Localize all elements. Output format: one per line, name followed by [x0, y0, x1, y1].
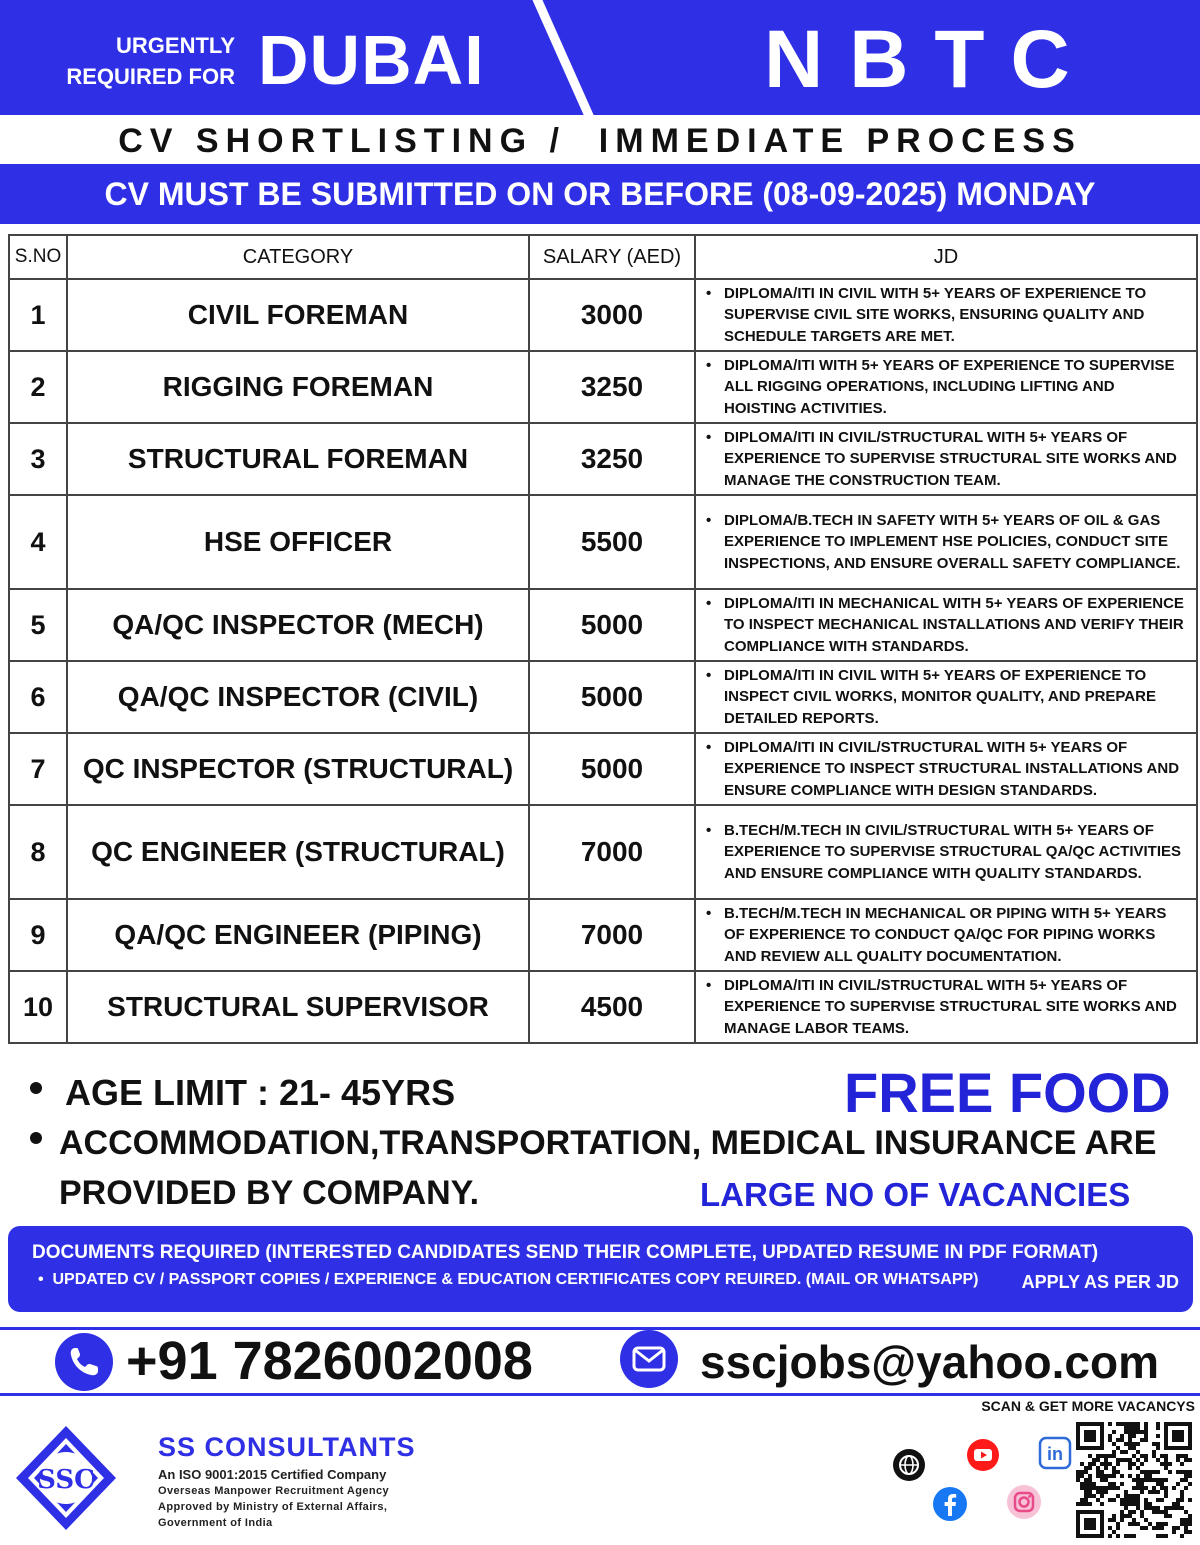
urgently-line2: REQUIRED FOR: [66, 64, 235, 89]
header-divider: [528, 0, 600, 130]
facebook-icon[interactable]: [932, 1486, 966, 1520]
row-category: STRUCTURAL FOREMAN: [67, 423, 529, 495]
row-jd: [695, 899, 1197, 971]
jd-text: • DIPLOMA/ITI IN CIVIL/STRUCTURAL WITH 5+ YEARS OF EXPERIENCE TO INSPECT STRUCTURAL INSTALLATIONS AND ENSURE COMPLIANCE WITH DESIGN STANDARDS.: [706, 737, 1190, 802]
qr-code[interactable]: [1076, 1422, 1192, 1538]
company-line3: Government of India: [158, 1517, 273, 1529]
row-salary: 3250: [529, 351, 695, 423]
urgently-line1: URGENTLY: [116, 33, 235, 58]
table-row: [9, 733, 1197, 805]
documents-title: DOCUMENTS REQUIRED (INTERESTED CANDIDATES SEND THEIR COMPLETE, UPDATED RESUME IN PDF FORMAT): [32, 1242, 1099, 1263]
mail-icon[interactable]: [620, 1330, 678, 1388]
linkedin-text: in: [1047, 1444, 1063, 1464]
row-salary: 5000: [529, 589, 695, 661]
row-salary: 5500: [529, 495, 695, 589]
phone-icon[interactable]: [55, 1333, 113, 1391]
company-name: SS CONSULTANTS: [158, 1432, 416, 1462]
row-salary: 3250: [529, 423, 695, 495]
jd-text: • DIPLOMA/ITI IN CIVIL WITH 5+ YEARS OF EXPERIENCE TO SUPERVISE CIVIL SITE WORKS, ENSURING QUALITY AND SCHEDULE TARGETS ARE MET.: [706, 283, 1190, 348]
website-icon[interactable]: [892, 1448, 926, 1482]
header-category: CATEGORY: [67, 235, 529, 279]
row-salary: 4500: [529, 971, 695, 1043]
jd-text: • DIPLOMA/ITI IN CIVIL WITH 5+ YEARS OF EXPERIENCE TO INSPECT CIVIL WORKS, MONITOR QUALITY, AND PREPARE DETAILED REPORTS.: [706, 665, 1190, 730]
table-row: [9, 351, 1197, 423]
row-sno: 8: [9, 805, 67, 899]
row-category: QA/QC INSPECTOR (MECH): [67, 589, 529, 661]
table-row: [9, 805, 1197, 899]
linkedin-icon[interactable]: [1038, 1436, 1072, 1470]
row-sno: 5: [9, 589, 67, 661]
benefits-line1: ACCOMMODATION,TRANSPORTATION, MEDICAL INSURANCE ARE: [59, 1124, 1157, 1162]
row-sno: 1: [9, 279, 67, 351]
location-title: DUBAI: [258, 21, 485, 99]
row-jd: [695, 279, 1197, 351]
jd-text: • B.TECH/M.TECH IN CIVIL/STRUCTURAL WITH 5+ YEARS OF EXPERIENCE TO SUPERVISE STRUCTURAL QA/QC ACTIVITIES AND ENSURE COMPLIANCE WITH QUALITY STANDARDS.: [706, 820, 1190, 885]
header-jd: JD: [695, 235, 1197, 279]
ssc-logo: [8, 1418, 124, 1538]
row-category: STRUCTURAL SUPERVISOR: [67, 971, 529, 1043]
logo-text: SSC: [37, 1465, 95, 1495]
row-salary: 5000: [529, 733, 695, 805]
table-row: [9, 589, 1197, 661]
row-jd: [695, 971, 1197, 1043]
company-line1: Overseas Manpower Recruitment Agency: [158, 1485, 390, 1497]
table-row: [9, 971, 1197, 1043]
row-salary: 7000: [529, 899, 695, 971]
documents-box: [8, 1226, 1193, 1312]
client-name: NBTC: [764, 14, 1096, 105]
deadline-banner: CV MUST BE SUBMITTED ON OR BEFORE (08-09-2025) MONDAY: [0, 164, 1200, 224]
scan-label: SCAN & GET MORE VACANCYS: [981, 1398, 1195, 1414]
phone-number[interactable]: +91 7826002008: [126, 1331, 533, 1391]
table-header-row: [9, 235, 1197, 279]
row-salary: 5000: [529, 661, 695, 733]
jd-text: • DIPLOMA/ITI IN MECHANICAL WITH 5+ YEARS OF EXPERIENCE TO INSPECT MECHANICAL INSTALLATIONS AND VERIFY THEIR COMPLIANCE WITH STANDARDS.: [706, 593, 1190, 658]
apply-note: APPLY AS PER JD: [1021, 1272, 1179, 1292]
row-jd: [695, 589, 1197, 661]
row-jd: [695, 423, 1197, 495]
row-salary: 7000: [529, 805, 695, 899]
vacancies-note: LARGE NO OF VACANCIES: [700, 1176, 1131, 1213]
age-limit-text: AGE LIMIT : 21- 45YRS: [65, 1072, 456, 1113]
row-sno: 3: [9, 423, 67, 495]
header-sno: S.NO: [9, 235, 67, 279]
youtube-icon[interactable]: [966, 1438, 1000, 1472]
row-jd: [695, 495, 1197, 589]
row-sno: 2: [9, 351, 67, 423]
table-row: [9, 279, 1197, 351]
table-row: [9, 495, 1197, 589]
table-row: [9, 661, 1197, 733]
urgently-label: [40, 30, 235, 92]
benefits-line2: PROVIDED BY COMPANY.: [59, 1174, 480, 1212]
row-category: QC ENGINEER (STRUCTURAL): [67, 805, 529, 899]
free-food: FREE FOOD: [844, 1061, 1171, 1124]
row-category: RIGGING FOREMAN: [67, 351, 529, 423]
process-heading: CV SHORTLISTING / IMMEDIATE PROCESS: [118, 122, 1082, 160]
bullet-dot: [30, 1132, 42, 1144]
row-sno: 4: [9, 495, 67, 589]
row-sno: 6: [9, 661, 67, 733]
row-sno: 10: [9, 971, 67, 1043]
email-address[interactable]: sscjobs@yahoo.com: [700, 1336, 1159, 1388]
company-certification: An ISO 9001:2015 Certified Company: [158, 1467, 387, 1482]
row-category: CIVIL FOREMAN: [67, 279, 529, 351]
header-salary: SALARY (AED): [529, 235, 695, 279]
row-salary: 3000: [529, 279, 695, 351]
row-category: QA/QC ENGINEER (PIPING): [67, 899, 529, 971]
row-sno: 7: [9, 733, 67, 805]
bullet-dot: [30, 1082, 42, 1094]
row-jd: [695, 661, 1197, 733]
jd-text: • DIPLOMA/ITI WITH 5+ YEARS OF EXPERIENCE TO SUPERVISE ALL RIGGING OPERATIONS, INCLUDING LIFTING AND HOISTING ACTIVITIES.: [706, 355, 1190, 420]
row-jd: [695, 733, 1197, 805]
row-category: QA/QC INSPECTOR (CIVIL): [67, 661, 529, 733]
table-row: [9, 899, 1197, 971]
instagram-icon[interactable]: [1006, 1484, 1040, 1518]
header-banner: [0, 0, 1200, 115]
company-line2: Approved by Ministry of External Affairs,: [158, 1501, 388, 1513]
row-jd: [695, 805, 1197, 899]
jd-text: • DIPLOMA/ITI IN CIVIL/STRUCTURAL WITH 5+ YEARS OF EXPERIENCE TO SUPERVISE STRUCTURAL SITE WORKS AND MANAGE LABOR TEAMS.: [706, 975, 1190, 1040]
documents-items: • UPDATED CV / PASSPORT COPIES / EXPERIENCE & EDUCATION CERTIFICATES COPY REUIRED. (MAIL OR WHATSAPP): [38, 1271, 979, 1288]
jd-text: • DIPLOMA/B.TECH IN SAFETY WITH 5+ YEARS OF OIL & GAS EXPERIENCE TO IMPLEMENT HSE POLICIES, CONDUCT SITE INSPECTIONS, AND ENSURE OVERALL SAFETY COMPLIANCE.: [706, 510, 1190, 575]
row-category: QC INSPECTOR (STRUCTURAL): [67, 733, 529, 805]
documents-items-text: UPDATED CV / PASSPORT COPIES / EXPERIENCE & EDUCATION CERTIFICATES COPY REUIRED. (MAIL OR WHATSAPP): [52, 1271, 979, 1288]
jobs-table: [8, 234, 1198, 1044]
jd-text: • B.TECH/M.TECH IN MECHANICAL OR PIPING WITH 5+ YEARS OF EXPERIENCE TO CONDUCT QA/QC FOR PIPING WORKS AND REVIEW ALL QUALITY DOCUMENTATION.: [706, 903, 1190, 968]
row-category: HSE OFFICER: [67, 495, 529, 589]
row-jd: [695, 351, 1197, 423]
jd-text: • DIPLOMA/ITI IN CIVIL/STRUCTURAL WITH 5+ YEARS OF EXPERIENCE TO SUPERVISE STRUCTURAL SITE WORKS AND MANAGE THE CONSTRUCTION TEAM.: [706, 427, 1190, 492]
age-limit: [30, 1068, 455, 1118]
row-sno: 9: [9, 899, 67, 971]
table-row: [9, 423, 1197, 495]
